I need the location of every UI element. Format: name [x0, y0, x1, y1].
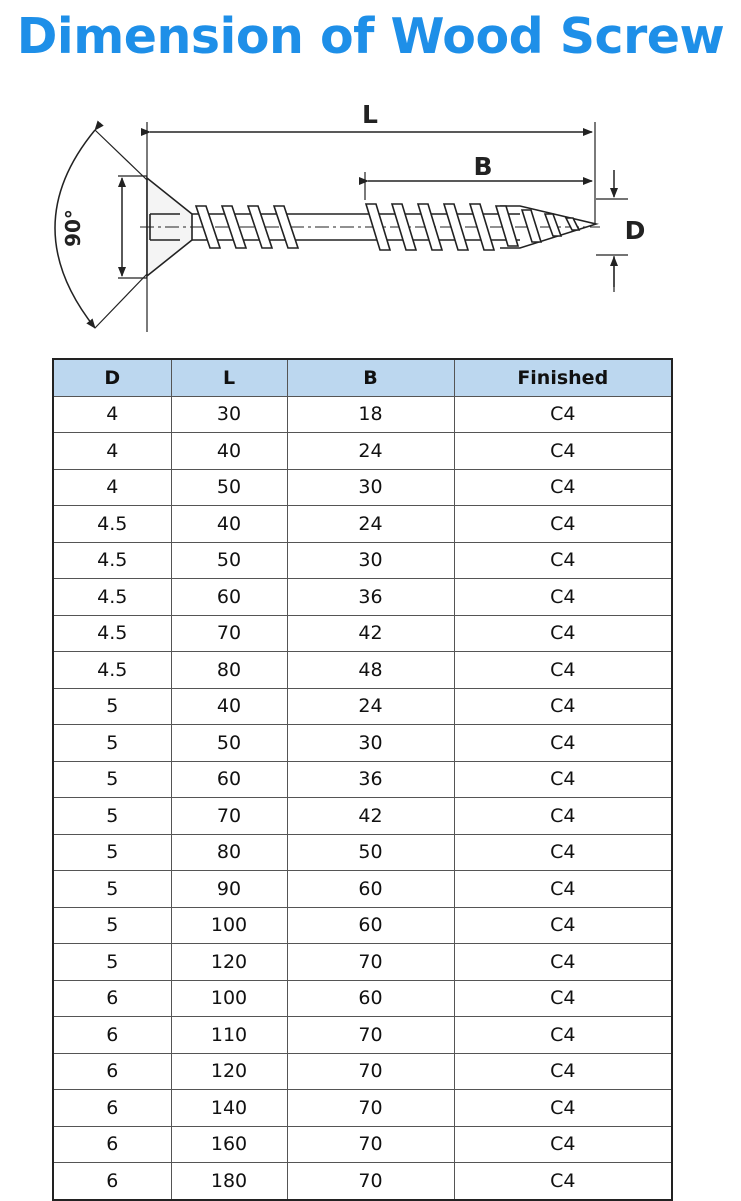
- table-row: [53, 579, 672, 616]
- cell-d: 4.5: [53, 542, 171, 579]
- cell-d: 4: [53, 433, 171, 470]
- cell-d: 5: [53, 944, 171, 981]
- length-label: L: [362, 100, 378, 129]
- cell-finished: C4: [454, 579, 672, 616]
- cell-d: 5: [53, 725, 171, 762]
- table-row: [53, 761, 672, 798]
- cell-d: 5: [53, 761, 171, 798]
- cell-d: 6: [53, 1017, 171, 1054]
- cell-b: 70: [287, 1126, 454, 1163]
- cell-finished: C4: [454, 433, 672, 470]
- table-row: [53, 1017, 672, 1054]
- cell-finished: C4: [454, 615, 672, 652]
- cell-d: 5: [53, 798, 171, 835]
- cell-l: 30: [171, 396, 287, 433]
- cell-l: 50: [171, 469, 287, 506]
- table-row: [53, 1163, 672, 1200]
- cell-d: 5: [53, 907, 171, 944]
- cell-finished: C4: [454, 871, 672, 908]
- cell-b: 24: [287, 688, 454, 725]
- cell-b: 70: [287, 1017, 454, 1054]
- cell-finished: C4: [454, 761, 672, 798]
- table-row: [53, 907, 672, 944]
- table-row: [53, 469, 672, 506]
- dimension-table: [52, 358, 673, 1201]
- cell-finished: C4: [454, 1053, 672, 1090]
- table-row: [53, 542, 672, 579]
- column-header-b: B: [287, 359, 454, 396]
- cell-finished: C4: [454, 469, 672, 506]
- cell-b: 36: [287, 579, 454, 616]
- table-row: [53, 1126, 672, 1163]
- cell-l: 120: [171, 1053, 287, 1090]
- cell-finished: C4: [454, 944, 672, 981]
- cell-l: 120: [171, 944, 287, 981]
- table-row: [53, 396, 672, 433]
- cell-l: 110: [171, 1017, 287, 1054]
- column-header-l: L: [171, 359, 287, 396]
- page-title: Dimension of Wood Screw: [16, 8, 725, 65]
- cell-d: 5: [53, 688, 171, 725]
- table-row: [53, 871, 672, 908]
- cell-b: 30: [287, 469, 454, 506]
- cell-finished: C4: [454, 542, 672, 579]
- cell-l: 160: [171, 1126, 287, 1163]
- head-angle-label: 90°: [61, 209, 85, 247]
- cell-d: 4: [53, 396, 171, 433]
- cell-d: 5: [53, 834, 171, 871]
- thread-length-label: B: [473, 152, 493, 181]
- cell-l: 40: [171, 506, 287, 543]
- cell-d: 4.5: [53, 652, 171, 689]
- cell-finished: C4: [454, 506, 672, 543]
- table-row: [53, 834, 672, 871]
- cell-l: 70: [171, 798, 287, 835]
- table-row: [53, 1053, 672, 1090]
- cell-finished: C4: [454, 1090, 672, 1127]
- cell-l: 80: [171, 834, 287, 871]
- cell-b: 30: [287, 542, 454, 579]
- table-row: [53, 688, 672, 725]
- cell-b: 70: [287, 1053, 454, 1090]
- cell-d: 6: [53, 1163, 171, 1200]
- cell-b: 42: [287, 798, 454, 835]
- cell-d: 5: [53, 871, 171, 908]
- table-row: [53, 1090, 672, 1127]
- cell-b: 70: [287, 944, 454, 981]
- cell-d: 4: [53, 469, 171, 506]
- table-row: [53, 615, 672, 652]
- table-body: [53, 396, 672, 1200]
- cell-b: 24: [287, 506, 454, 543]
- cell-finished: C4: [454, 396, 672, 433]
- cell-d: 4.5: [53, 615, 171, 652]
- cell-l: 40: [171, 688, 287, 725]
- table-header-row: [53, 359, 672, 396]
- cell-d: 6: [53, 1126, 171, 1163]
- cell-l: 100: [171, 980, 287, 1017]
- cell-l: 100: [171, 907, 287, 944]
- table-row: [53, 433, 672, 470]
- screw-dimension-diagram: [0, 82, 741, 344]
- cell-d: 4.5: [53, 506, 171, 543]
- column-header-finished: Finished: [454, 359, 672, 396]
- cell-l: 80: [171, 652, 287, 689]
- cell-finished: C4: [454, 688, 672, 725]
- cell-l: 140: [171, 1090, 287, 1127]
- diameter-label: D: [624, 216, 646, 245]
- cell-l: 50: [171, 542, 287, 579]
- cell-finished: C4: [454, 1163, 672, 1200]
- cell-finished: C4: [454, 798, 672, 835]
- cell-b: 30: [287, 725, 454, 762]
- cell-d: 6: [53, 980, 171, 1017]
- cell-d: 6: [53, 1090, 171, 1127]
- cell-finished: C4: [454, 834, 672, 871]
- table-row: [53, 725, 672, 762]
- cell-b: 50: [287, 834, 454, 871]
- cell-b: 60: [287, 980, 454, 1017]
- cell-finished: C4: [454, 1017, 672, 1054]
- cell-b: 60: [287, 871, 454, 908]
- cell-b: 18: [287, 396, 454, 433]
- cell-d: 6: [53, 1053, 171, 1090]
- cell-l: 40: [171, 433, 287, 470]
- cell-finished: C4: [454, 907, 672, 944]
- table-row: [53, 506, 672, 543]
- table-row: [53, 980, 672, 1017]
- cell-l: 60: [171, 579, 287, 616]
- cell-l: 180: [171, 1163, 287, 1200]
- cell-l: 90: [171, 871, 287, 908]
- cell-l: 60: [171, 761, 287, 798]
- cell-b: 24: [287, 433, 454, 470]
- cell-b: 36: [287, 761, 454, 798]
- cell-b: 42: [287, 615, 454, 652]
- column-header-d: D: [53, 359, 171, 396]
- cell-finished: C4: [454, 652, 672, 689]
- table-row: [53, 798, 672, 835]
- cell-d: 4.5: [53, 579, 171, 616]
- cell-finished: C4: [454, 1126, 672, 1163]
- table-row: [53, 944, 672, 981]
- cell-b: 70: [287, 1163, 454, 1200]
- table-row: [53, 652, 672, 689]
- cell-finished: C4: [454, 725, 672, 762]
- cell-l: 50: [171, 725, 287, 762]
- cell-b: 70: [287, 1090, 454, 1127]
- cell-b: 48: [287, 652, 454, 689]
- cell-finished: C4: [454, 980, 672, 1017]
- cell-b: 60: [287, 907, 454, 944]
- cell-l: 70: [171, 615, 287, 652]
